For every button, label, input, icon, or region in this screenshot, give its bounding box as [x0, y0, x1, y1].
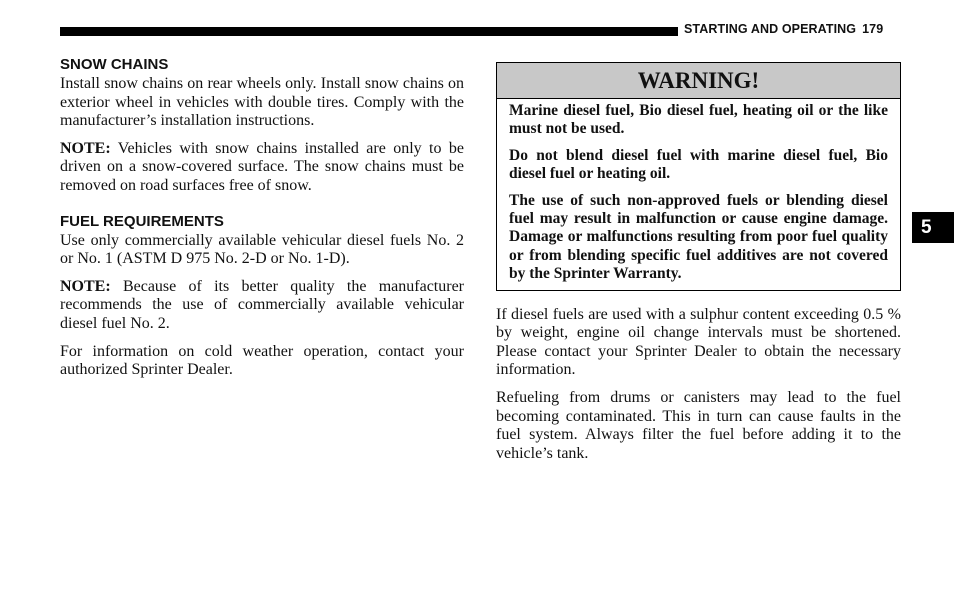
warning-paragraph: The use of such non-approved fuels or blending diesel fuel may result in malfunction or cause engine damage. Damage or malfunctions resulting from poor fuel quality or from blending specific fuel additives are not covered by the Sprinter Warranty. [509, 191, 888, 283]
cold-weather-paragraph: For information on cold weather operation, contact your authorized Sprinter Dealer. [60, 342, 464, 379]
snow-chains-heading: SNOW CHAINS [60, 56, 169, 73]
snow-chains-body: Install snow chains on rear wheels only. Install snow chains on exterior wheel in vehicles with double tires. Comply with the manufacturer’s installation instructions. [60, 75, 464, 130]
snow-chains-note [60, 140, 464, 196]
warning-paragraph: Do not blend diesel fuel with marine diesel fuel, Bio diesel fuel or heating oil. [509, 146, 888, 183]
section-title: STARTING AND OPERATING [684, 22, 857, 36]
warning-body [497, 99, 900, 290]
note-label: NOTE: [60, 139, 111, 157]
warning-title: WARNING! [497, 63, 900, 99]
note-text: Because of its better quality the manufacturer recommends the use of commercially available vehicular diesel fuel No. 2. [60, 277, 464, 332]
fuel-requirements-note [60, 278, 464, 334]
page-number: 179 [862, 22, 884, 36]
header-rule [60, 27, 678, 36]
note-text: Vehicles with snow chains installed are only to be driven on a snow-covered surface. The snow chains must be removed on road surfaces free of snow. [60, 139, 464, 194]
running-header [684, 22, 883, 36]
left-column [60, 55, 464, 380]
note-label: NOTE: [60, 277, 111, 295]
fuel-requirements-heading: FUEL REQUIREMENTS [60, 212, 224, 230]
chapter-tab: 5 [912, 212, 954, 243]
sulphur-paragraph: If diesel fuels are used with a sulphur content exceeding 0.5 % by weight, engine oil change intervals must be shortened. Please contact your Sprinter Dealer to obtain the necessary information. [496, 305, 901, 379]
fuel-requirements-body: Use only commercially available vehicular diesel fuels No. 2 or No. 1 (ASTM D 975 No. 2-D or No. 1-D). [60, 231, 464, 268]
warning-box [496, 62, 901, 291]
right-column [496, 62, 901, 463]
warning-paragraph: Marine diesel fuel, Bio diesel fuel, heating oil or the like must not be used. [509, 102, 888, 138]
refueling-paragraph: Refueling from drums or canisters may lead to the fuel becoming contaminated. This in turn can cause faults in the fuel system. Always filter the fuel before adding it to the vehicle’s tank. [496, 389, 901, 462]
